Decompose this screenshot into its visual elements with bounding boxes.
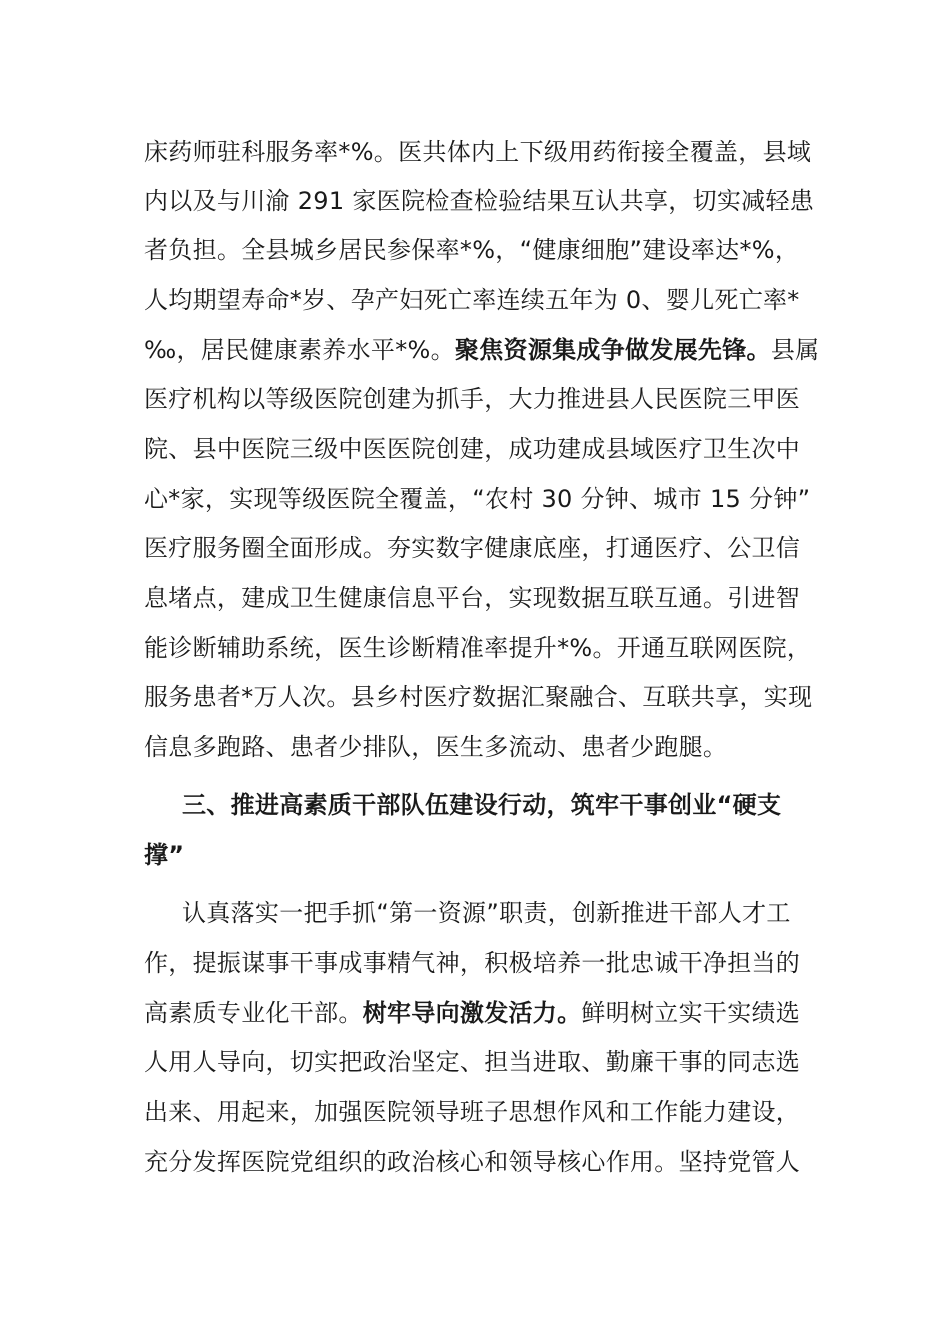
text-line: 医疗服务圈全面形成。夯实数字健康底座，打通医疗、公卫信	[144, 534, 801, 562]
text-segment: ‰，居民健康素养水平*%。	[144, 336, 455, 364]
text-line: 能诊断辅助系统，医生诊断精准率提升*%。开通互联网医院，	[144, 634, 812, 662]
text-segment: 鲜明树立实干实绩选	[581, 999, 801, 1027]
text-line	[144, 998, 824, 1028]
text-line: 医疗机构以等级医院创建为抓手，大力推进县人民医院三甲医	[144, 385, 801, 413]
text-line: 床药师驻科服务率*%。医共体内上下级用药衔接全覆盖，县域	[144, 138, 812, 166]
text-line	[144, 335, 824, 365]
text-line: 认真落实一把手抓“第一资源”职责，创新推进干部人才工	[182, 899, 791, 927]
bold-subheading: 聚焦资源集成争做发展先锋。	[454, 336, 771, 364]
text-line: 内以及与川渝 291 家医院检查检验结果互认共享，切实减轻患	[144, 187, 815, 215]
text-line: 服务患者*万人次。县乡村医疗数据汇聚融合、互联共享，实现	[144, 683, 813, 711]
text-segment: 县属	[770, 336, 820, 364]
text-line: 息堵点，建成卫生健康信息平台，实现数据互联互通。引进智	[144, 584, 801, 612]
text-line: 人均期望寿命*岁、孕产妇死亡率连续五年为 0、婴儿死亡率*	[144, 286, 800, 314]
text-line: 院、县中医院三级中医医院创建，成功建成县域医疗卫生次中	[144, 435, 801, 463]
text-line: 信息多跑路、患者少排队，医生多流动、患者少跑腿。	[144, 733, 728, 761]
text-line: 作，提振谋事干事成事精气神，积极培养一批忠诚干净担当的	[144, 949, 801, 977]
text-segment: 高素质专业化干部。	[144, 999, 363, 1027]
text-line: 心*家，实现等级医院全覆盖，“农村 30 分钟、城市 15 分钟”	[144, 485, 811, 513]
heading-line: 三、推进高素质干部队伍建设行动，筑牢干事创业“硬支	[182, 791, 782, 819]
text-line: 出来、用起来，加强医院领导班子思想作风和工作能力建设，	[144, 1098, 801, 1126]
text-line: 者负担。全县城乡居民参保率*%，“健康细胞”建设率达*%，	[144, 236, 800, 264]
text-line: 人用人导向，切实把政治坚定、担当进取、勤廉干事的同志选	[144, 1048, 801, 1076]
heading-line: 撑”	[144, 841, 185, 869]
bold-subheading: 树牢导向激发活力。	[362, 999, 582, 1027]
text-line: 充分发挥医院党组织的政治核心和领导核心作用。坚持党管人	[144, 1148, 801, 1176]
